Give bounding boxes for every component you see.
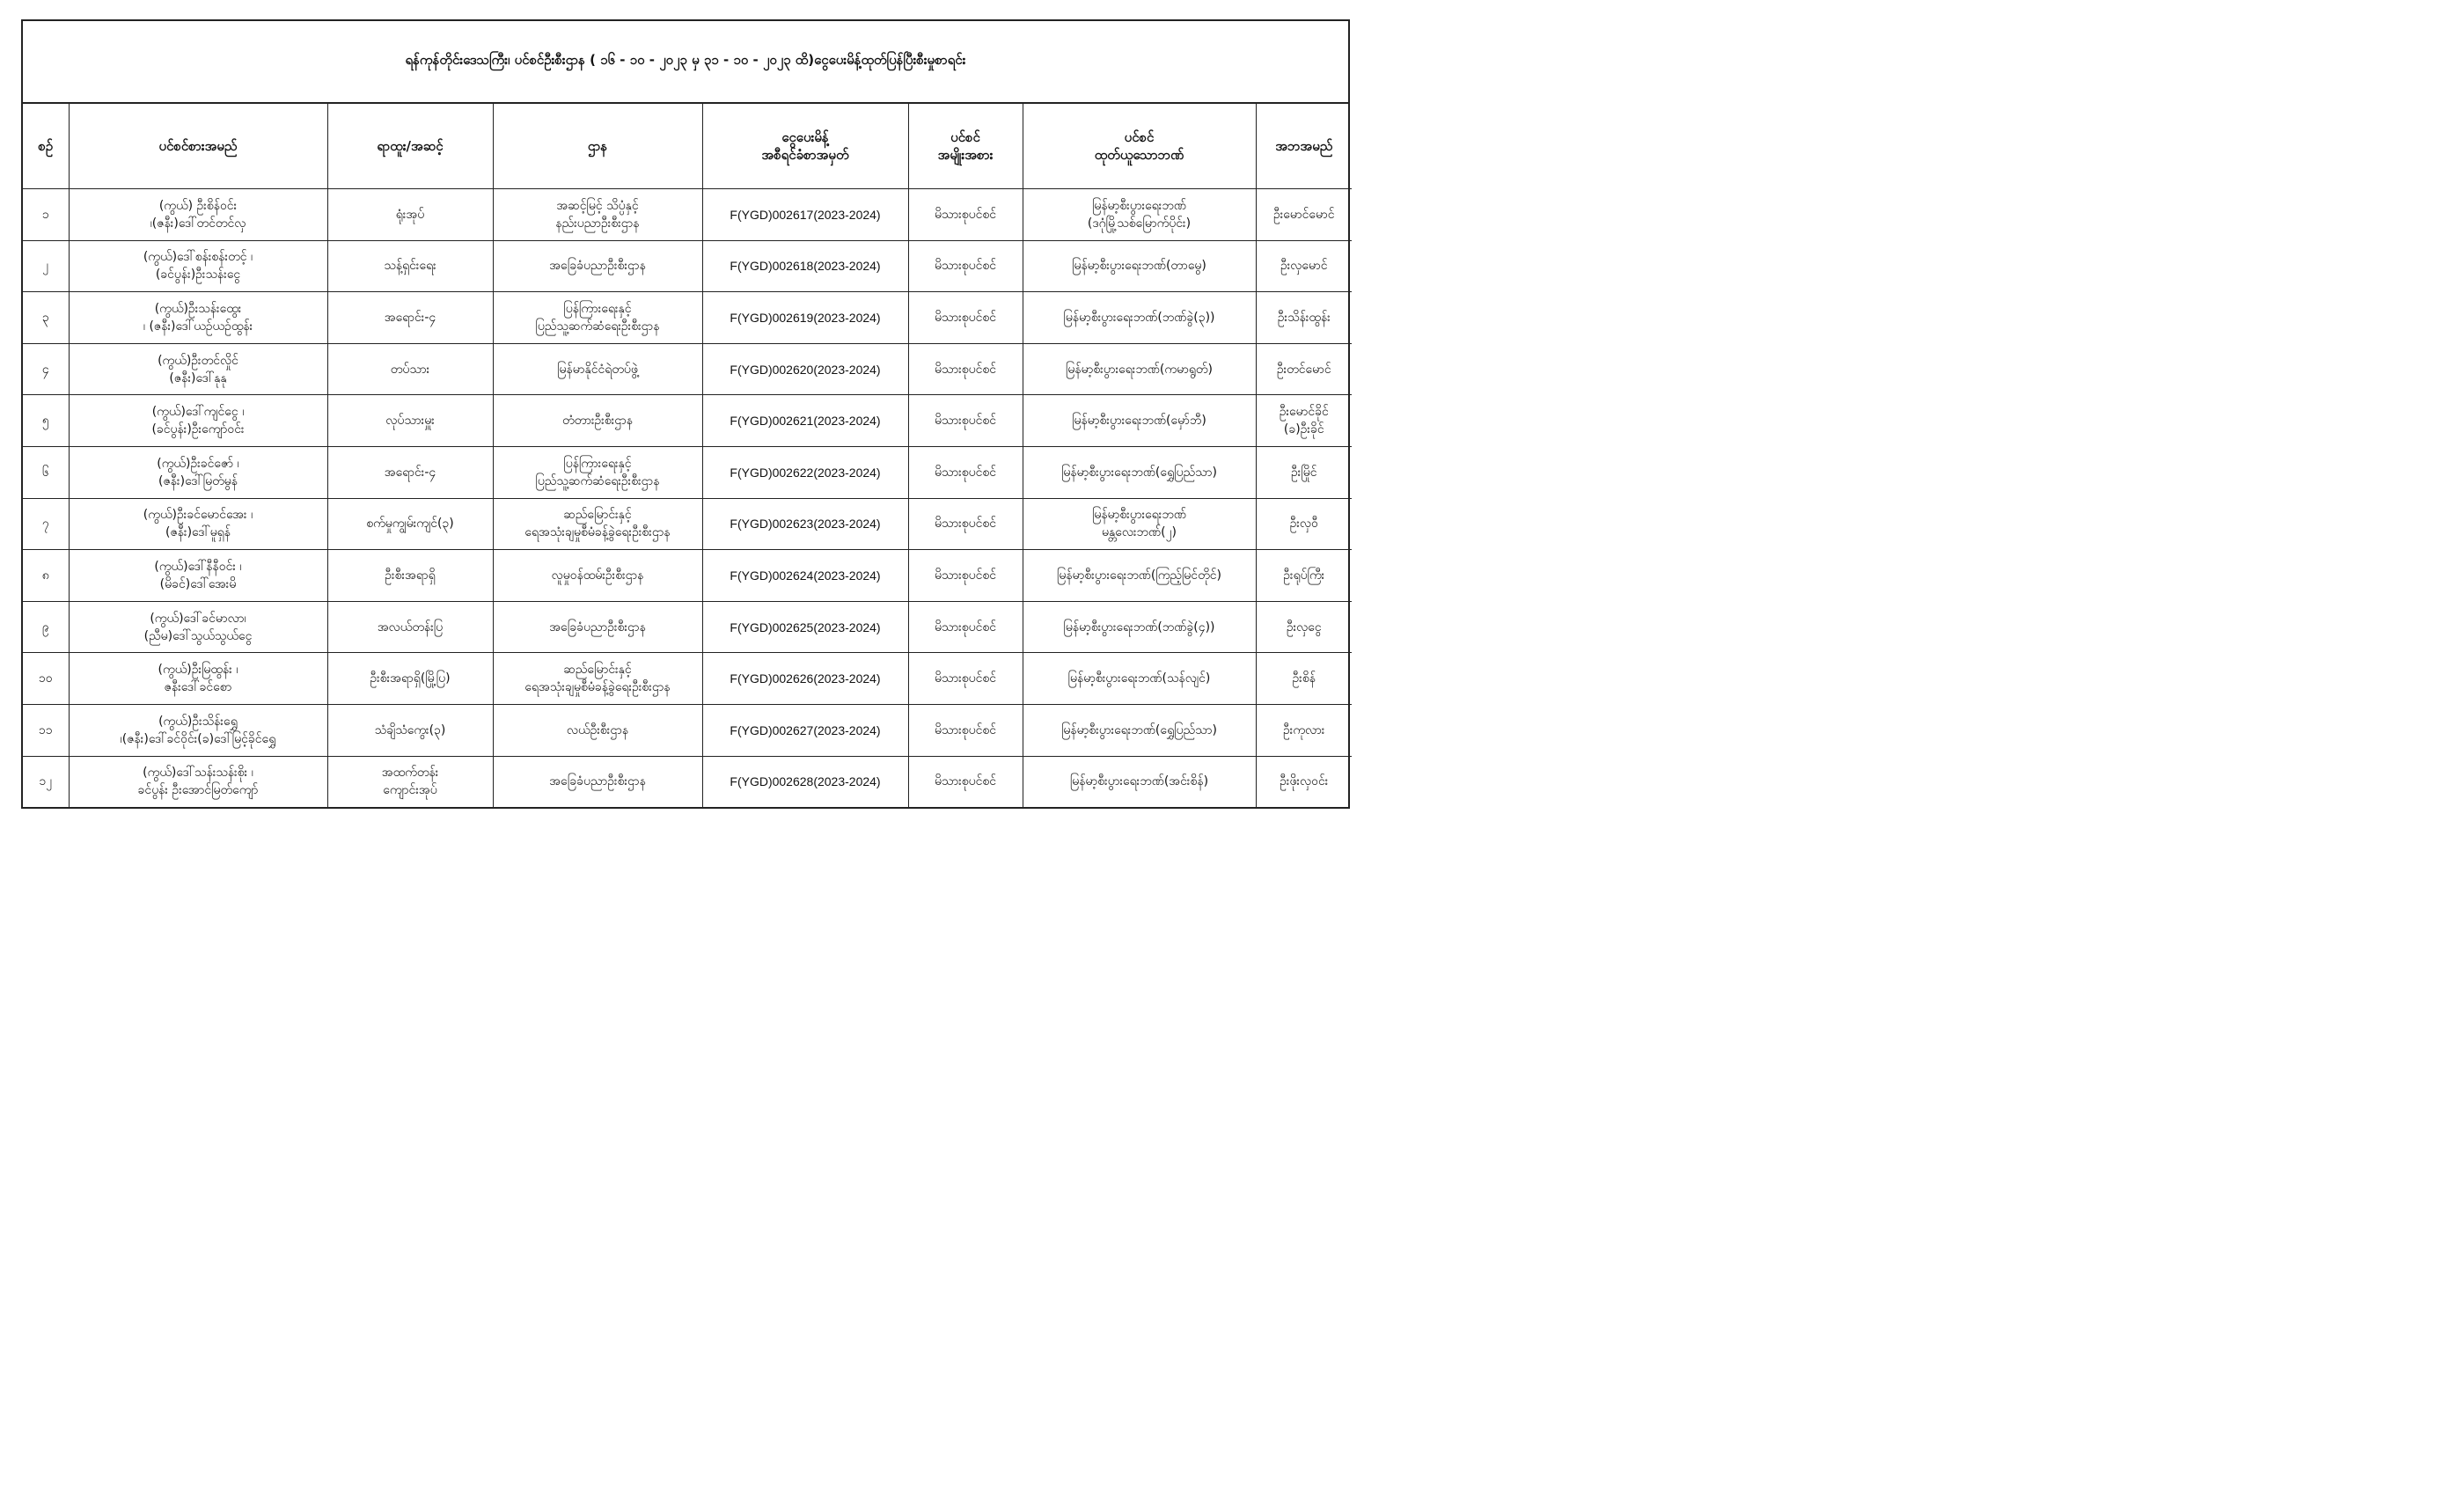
cell-department-line: နည်းပညာဦးစီးဌာန (555, 216, 640, 231)
col-header-department (493, 104, 702, 189)
cell-row-number: ၈ (23, 550, 69, 602)
table-row (23, 343, 1352, 395)
cell-row-number: ၁၀ (23, 653, 69, 705)
table-row (23, 189, 1352, 241)
cell-pensioner-name (69, 240, 327, 292)
cell-department (493, 704, 702, 756)
cell-bank-line: (ဒဂုံမြို့သစ်မြောက်ပိုင်း) (1087, 216, 1192, 231)
cell-father-name (1256, 550, 1352, 602)
cell-rank-line: တပ်သား (390, 362, 430, 377)
cell-pensioner-name (69, 292, 327, 344)
cell-pensioner-name-line: (ကွယ်)ဦးမြထွန်း ၊ (158, 663, 238, 678)
cell-rank-line: အထက်တန်း (381, 766, 439, 781)
cell-rank (327, 601, 493, 653)
cell-pensioner-name-line: (ဇနီး)ဒေါ်မူရှန် (165, 525, 231, 540)
cell-department (493, 240, 702, 292)
cell-report-number: F(YGD)002627(2023-2024) (702, 704, 908, 756)
cell-father-name-line: ဦးစိန် (1292, 671, 1316, 686)
cell-department (493, 498, 702, 550)
cell-pension-type: မိသားစုပင်စင် (908, 240, 1023, 292)
cell-pension-type: မိသားစုပင်စင် (908, 189, 1023, 241)
cell-pensioner-name-line: (ကွယ်)ဦးခင်ဇော် ၊ (157, 456, 239, 471)
cell-bank (1023, 395, 1256, 447)
cell-pensioner-name-line: ၊(ဇနီး)ဒေါ်တင်တင်လှ (150, 216, 246, 231)
cell-bank-line: မြန်မာ့စီးပွားရေးဘဏ် (1092, 198, 1186, 213)
cell-department (493, 550, 702, 602)
cell-department (493, 395, 702, 447)
cell-department-line: ရေအသုံးချမှုစီမံခန့်ခွဲရေးဦးစီးဌာန (524, 680, 671, 695)
cell-report-number: F(YGD)002622(2023-2024) (702, 446, 908, 498)
cell-pensioner-name (69, 343, 327, 395)
cell-department (493, 343, 702, 395)
table-header-row (23, 104, 1352, 189)
cell-pensioner-name-line: ၊(ဇနီး)ဒေါ်ခင်ဝိုင်း(ခ)ဒေါ်မြင့်ခိုင်ရွှေ (120, 731, 276, 746)
pension-table (23, 104, 1352, 807)
cell-father-name (1256, 292, 1352, 344)
cell-rank (327, 292, 493, 344)
cell-rank-line: ရုံးအုပ် (395, 207, 425, 222)
cell-pension-type: မိသားစုပင်စင် (908, 601, 1023, 653)
cell-father-name-line: ဦးလှဝီ (1289, 517, 1318, 532)
cell-pensioner-name-line: (ကွယ်)ဒေါ်သန်းသန်းစိုး ၊ (143, 766, 253, 781)
cell-pension-type: မိသားစုပင်စင် (908, 446, 1023, 498)
cell-report-number: F(YGD)002628(2023-2024) (702, 756, 908, 807)
cell-pensioner-name-line: ဇနီးဒေါ်ခင်စော (164, 680, 232, 695)
cell-pensioner-name (69, 550, 327, 602)
cell-bank-line: မြန်မာ့စီးပွားရေးဘဏ်(သန်လျင်) (1067, 671, 1211, 686)
cell-father-name-line: ဦးသိန်းထွန်း (1277, 310, 1331, 325)
cell-bank-line: မန္တလေးဘဏ်(၂) (1102, 525, 1177, 540)
cell-bank-line: မြန်မာ့စီးပွားရေးဘဏ်(ကမာရွတ်) (1066, 362, 1213, 377)
cell-department (493, 653, 702, 705)
cell-bank-line: မြန်မာ့စီးပွားရေးဘဏ်(မှော်ဘီ) (1072, 414, 1206, 429)
cell-father-name-line: ဦးမောင်ခိုင် (1279, 405, 1329, 420)
col-header-rank (327, 104, 493, 189)
cell-bank (1023, 550, 1256, 602)
document-title: ရန်ကုန်တိုင်းဒေသကြီး၊ ပင်စင်ဦးစီးဌာန ( ၁၆ - ၁၀ - ၂၀၂၃ မှ ၃၁ - ၁၀ - ၂၀၂၃ ထိ)ငွေပေးမိန့်ထုတ်ပြန်ပြီးစီးမှုစာရင်း (23, 21, 1348, 104)
cell-bank (1023, 446, 1256, 498)
cell-father-name (1256, 189, 1352, 241)
cell-row-number: ၁၁ (23, 704, 69, 756)
cell-rank-line: အရောင်း-၄ (384, 465, 436, 480)
cell-father-name-line: ဦးလှမောင် (1280, 259, 1328, 274)
header-text: ပင်စင် (1124, 129, 1155, 145)
cell-report-number: F(YGD)002625(2023-2024) (702, 601, 908, 653)
cell-department (493, 292, 702, 344)
cell-pensioner-name-line: ၊ (ဇနီး)ဒေါ်ယဉ်ယဉ်ထွန်း (143, 319, 253, 334)
cell-report-number: F(YGD)002623(2023-2024) (702, 498, 908, 550)
cell-department-line: ပြည်သူ့ဆက်ဆံရေးဦးစီးဌာန (535, 473, 660, 488)
cell-rank-line: သန့်ရှင်းရေး (384, 259, 436, 274)
cell-pension-type: မိသားစုပင်စင် (908, 498, 1023, 550)
table-row (23, 292, 1352, 344)
table-row (23, 240, 1352, 292)
header-text: ဌာန (587, 138, 608, 154)
cell-rank (327, 550, 493, 602)
cell-father-name (1256, 343, 1352, 395)
cell-row-number: ၃ (23, 292, 69, 344)
cell-pensioner-name-line: (ခင်ပွန်း)ဦးသန်းငွေ (155, 268, 241, 282)
table-row (23, 704, 1352, 756)
cell-rank (327, 343, 493, 395)
header-text: အမျိုးအစား (937, 147, 994, 163)
cell-department (493, 446, 702, 498)
header-text: ပင်စင်စားအမည် (158, 138, 238, 154)
cell-row-number: ၇ (23, 498, 69, 550)
cell-row-number: ၆ (23, 446, 69, 498)
col-header-no (23, 104, 69, 189)
pension-report-document (21, 19, 1350, 809)
cell-rank-line: ဦးစီးအရာရှိ(မြို့ပြ) (370, 671, 451, 686)
cell-department-line: အဆင့်မြင့် သိပ္ပံနှင့် (556, 198, 639, 213)
cell-pensioner-name (69, 446, 327, 498)
header-text: ရာထူး/အဆင့် (377, 138, 444, 154)
cell-bank-line: မြန်မာ့စီးပွားရေးဘဏ်(ဘဏ်ခွဲ(၃)) (1063, 310, 1215, 325)
cell-bank (1023, 343, 1256, 395)
cell-row-number: ၁ (23, 189, 69, 241)
cell-rank-line: အလယ်တန်းပြ (377, 620, 444, 634)
cell-father-name-line: ဦးဖိုးလှဝင်း (1280, 774, 1329, 789)
cell-rank (327, 189, 493, 241)
cell-pension-type: မိသားစုပင်စင် (908, 343, 1023, 395)
header-text: စဉ် (38, 138, 54, 154)
cell-department-line: အခြေခံပညာဦးစီးဌာန (549, 259, 646, 274)
cell-department-line: လယ်ဦးစီးဌာန (566, 722, 629, 737)
cell-bank (1023, 756, 1256, 807)
col-header-pension-type (908, 104, 1023, 189)
col-header-father-name (1256, 104, 1352, 189)
cell-bank-line: မြန်မာ့စီးပွားရေးဘဏ်(ကြည့်မြင်တိုင်) (1057, 568, 1221, 583)
cell-pension-type: မိသားစုပင်စင် (908, 756, 1023, 807)
cell-pensioner-name-line: (ကွယ်) ဦးစိန်ဝင်း (158, 198, 238, 213)
cell-department-line: မြန်မာနိုင်ငံရဲတပ်ဖွဲ့ (557, 362, 638, 377)
header-text: အစီရင်ခံစာအမှတ် (761, 147, 849, 163)
cell-pensioner-name (69, 395, 327, 447)
cell-rank-line: ဦးစီးအရာရှိ (385, 568, 436, 583)
header-text: ပင်စင် (950, 129, 980, 145)
cell-father-name-line: ဦးတင်မောင် (1276, 362, 1331, 377)
cell-report-number: F(YGD)002620(2023-2024) (702, 343, 908, 395)
cell-pensioner-name (69, 601, 327, 653)
table-row (23, 550, 1352, 602)
cell-rank (327, 756, 493, 807)
cell-pensioner-name (69, 704, 327, 756)
cell-department-line: ပြန်ကြားရေးနှင့် (563, 301, 632, 316)
cell-rank-line: သံချိသံကွေး(၃) (374, 722, 446, 737)
cell-rank (327, 498, 493, 550)
cell-bank-line: မြန်မာ့စီးပွားရေးဘဏ်(ရွှေပြည်သာ) (1061, 722, 1217, 737)
cell-department-line: တံတားဦးစီးဌာန (561, 414, 634, 429)
cell-pensioner-name-line: (ကွယ်)ဦးတင်လှိုင် (158, 353, 238, 368)
cell-pensioner-name (69, 756, 327, 807)
cell-bank (1023, 704, 1256, 756)
cell-rank-line: အရောင်း-၄ (384, 310, 436, 325)
cell-father-name (1256, 704, 1352, 756)
cell-rank-line: ကျောင်းအုပ် (383, 783, 437, 798)
cell-father-name (1256, 756, 1352, 807)
cell-report-number: F(YGD)002624(2023-2024) (702, 550, 908, 602)
col-header-bank (1023, 104, 1256, 189)
table-row (23, 498, 1352, 550)
cell-pension-type: မိသားစုပင်စင် (908, 704, 1023, 756)
cell-father-name (1256, 240, 1352, 292)
cell-department-line: ဆည်မြောင်းနှင့် (563, 663, 632, 678)
cell-bank (1023, 189, 1256, 241)
cell-father-name-line: ဦးမြိုင် (1291, 465, 1317, 480)
cell-report-number: F(YGD)002617(2023-2024) (702, 189, 908, 241)
cell-department (493, 601, 702, 653)
col-header-pensioner-name (69, 104, 327, 189)
cell-department (493, 756, 702, 807)
cell-father-name-line: ဦးလှငွေ (1286, 620, 1322, 634)
cell-bank-line: မြန်မာ့စီးပွားရေးဘဏ်(ဘဏ်ခွဲ(၄)) (1063, 620, 1215, 634)
cell-pensioner-name-line: (ကွယ်)ဒေါ်နီနီဝင်း ၊ (154, 559, 242, 574)
cell-pensioner-name (69, 498, 327, 550)
header-text: အဘအမည် (1275, 138, 1333, 154)
cell-report-number: F(YGD)002626(2023-2024) (702, 653, 908, 705)
cell-department-line: အခြေခံပညာဦးစီးဌာန (549, 774, 646, 789)
cell-pensioner-name-line: (ဇနီး)ဒေါ်မြတ်မွန် (158, 473, 238, 488)
cell-rank-line: စက်မှုကျွမ်းကျင်(၃) (366, 517, 454, 532)
cell-pensioner-name-line: (ဇနီး)ဒေါ်နုနု (169, 370, 227, 385)
cell-bank-line: မြန်မာ့စီးပွားရေးဘဏ် (1092, 508, 1186, 523)
cell-father-name-line: ဦးမောင်မောင် (1272, 207, 1335, 222)
cell-pensioner-name (69, 653, 327, 705)
cell-father-name-line: (ခ)ဦးခိုင် (1283, 422, 1324, 437)
cell-bank (1023, 653, 1256, 705)
cell-bank (1023, 292, 1256, 344)
cell-report-number: F(YGD)002621(2023-2024) (702, 395, 908, 447)
cell-pensioner-name-line: ခင်ပွန်း ဦးအောင်မြတ်ကျော် (137, 783, 259, 798)
cell-rank (327, 446, 493, 498)
cell-pensioner-name-line: (ကွယ်)ဒေါ်စန်းစန်းတင့် ၊ (143, 250, 253, 265)
cell-bank-line: မြန်မာ့စီးပွားရေးဘဏ်(တာမွေ) (1072, 259, 1206, 274)
cell-pensioner-name-line: (ကွယ်)ဒေါ်ကျင်ငွေ ၊ (151, 405, 245, 420)
cell-department-line: ဆည်မြောင်းနှင့် (563, 508, 632, 523)
cell-rank-line: လုပ်သားမှူး (385, 414, 435, 429)
cell-rank (327, 240, 493, 292)
cell-row-number: ၂ (23, 240, 69, 292)
table-row (23, 756, 1352, 807)
cell-father-name-line: ဦးကုလား (1283, 722, 1325, 737)
table-row (23, 601, 1352, 653)
cell-father-name (1256, 601, 1352, 653)
cell-pensioner-name-line: (ကွယ်)ဦးခင်မောင်အေး ၊ (143, 508, 253, 523)
cell-pension-type: မိသားစုပင်စင် (908, 395, 1023, 447)
cell-report-number: F(YGD)002619(2023-2024) (702, 292, 908, 344)
cell-pensioner-name-line: (ကွယ်)ဦးသန်းထွေး (154, 301, 242, 316)
cell-pensioner-name-line: (ခင်ပွန်း)ဦးကျော်ဝင်း (151, 422, 245, 437)
cell-department-line: လူမှုဝန်ထမ်းဦးစီးဌာန (551, 568, 644, 583)
cell-father-name (1256, 395, 1352, 447)
cell-pensioner-name-line: (ကွယ်)ဒေါ်ခင်မာလာ၊ (150, 611, 246, 626)
cell-row-number: ၄ (23, 343, 69, 395)
cell-report-number: F(YGD)002618(2023-2024) (702, 240, 908, 292)
cell-rank (327, 395, 493, 447)
cell-department-line: ရေအသုံးချမှုစီမံခန့်ခွဲရေးဦးစီးဌာန (524, 525, 671, 540)
header-text: ထုတ်ယူသောဘဏ် (1094, 147, 1184, 163)
cell-bank (1023, 498, 1256, 550)
cell-row-number: ၁၂ (23, 756, 69, 807)
cell-pensioner-name-line: (ညီမ)ဒေါ်သွယ်သွယ်ငွေ (143, 628, 253, 643)
cell-department (493, 189, 702, 241)
col-header-report-number (702, 104, 908, 189)
cell-row-number: ၅ (23, 395, 69, 447)
cell-father-name-line: ဦးရုပ်ကြီး (1283, 568, 1325, 583)
header-text: ငွေပေးမိန့် (781, 129, 829, 145)
cell-bank-line: မြန်မာ့စီးပွားရေးဘဏ်(အင်းစိန်) (1069, 774, 1209, 789)
cell-department-line: အခြေခံပညာဦးစီးဌာန (549, 620, 646, 634)
cell-bank (1023, 240, 1256, 292)
table-row (23, 446, 1352, 498)
table-row (23, 653, 1352, 705)
cell-bank-line: မြန်မာ့စီးပွားရေးဘဏ်(ရွှေပြည်သာ) (1061, 465, 1217, 480)
cell-row-number: ၉ (23, 601, 69, 653)
cell-department-line: ပြန်ကြားရေးနှင့် (563, 456, 632, 471)
table-body (23, 189, 1352, 808)
cell-pensioner-name (69, 189, 327, 241)
cell-pension-type: မိသားစုပင်စင် (908, 292, 1023, 344)
cell-rank (327, 653, 493, 705)
cell-department-line: ပြည်သူ့ဆက်ဆံရေးဦးစီးဌာန (535, 319, 660, 334)
cell-pension-type: မိသားစုပင်စင် (908, 550, 1023, 602)
cell-pension-type: မိသားစုပင်စင် (908, 653, 1023, 705)
table-row (23, 395, 1352, 447)
cell-father-name (1256, 446, 1352, 498)
cell-rank (327, 704, 493, 756)
cell-bank (1023, 601, 1256, 653)
cell-father-name (1256, 498, 1352, 550)
cell-pensioner-name-line: (မိခင်)ဒေါ်အေးမိ (159, 576, 237, 591)
cell-pensioner-name-line: (ကွယ်)ဦးသိန်းရွှေ (158, 714, 238, 729)
cell-father-name (1256, 653, 1352, 705)
